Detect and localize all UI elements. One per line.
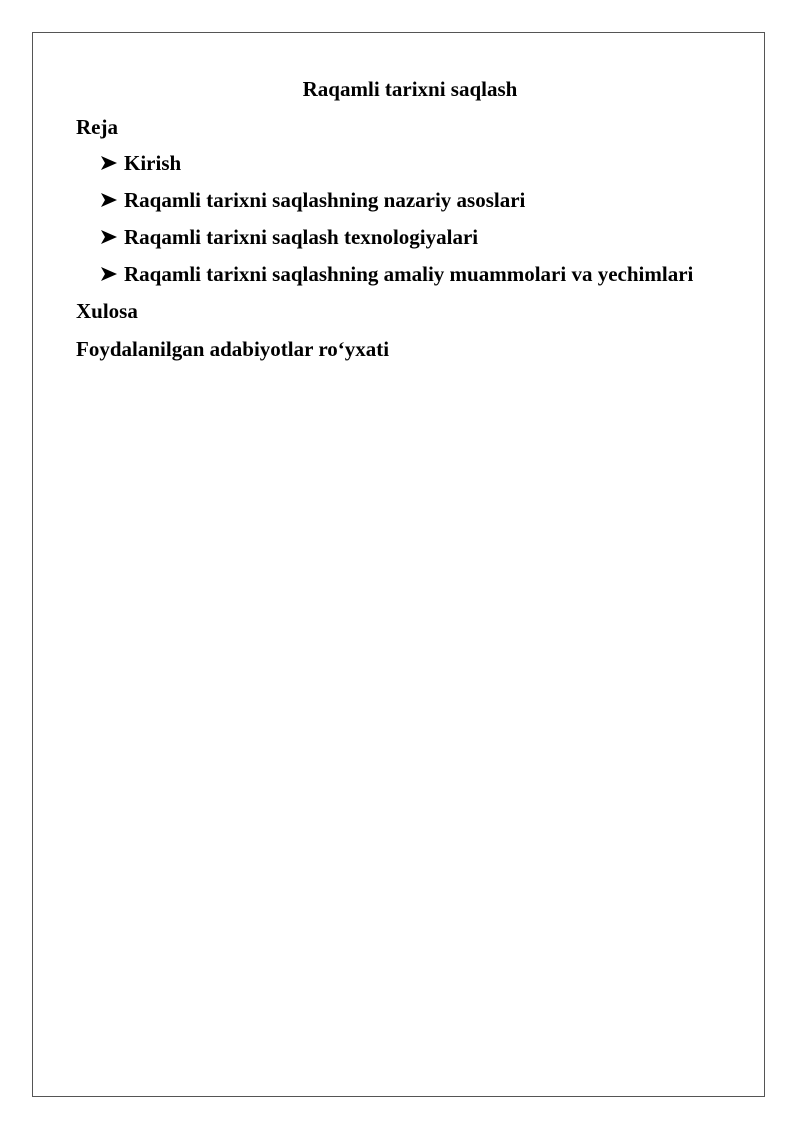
references-heading: Foydalanilgan adabiyotlar ro‘yxati [76, 337, 390, 361]
conclusion-heading: Xulosa [76, 299, 138, 323]
arrowhead-bullet-icon [100, 192, 118, 208]
plan-item [100, 186, 525, 214]
plan-heading: Reja [76, 115, 118, 139]
plan-item-label: Raqamli tarixni saqlashning amaliy muammolari va yechimlari [124, 262, 694, 286]
arrowhead-bullet-icon [100, 266, 118, 282]
arrowhead-bullet-icon [100, 229, 118, 245]
plan-item [100, 223, 478, 251]
plan-item-label: Raqamli tarixni saqlashning nazariy asoslari [124, 188, 526, 212]
plan-item-label: Raqamli tarixni saqlash texnologiyalari [124, 225, 479, 249]
arrowhead-bullet-icon [100, 155, 118, 171]
plan-item-label: Kirish [124, 151, 182, 175]
document-title: Raqamli tarixni saqlash [302, 77, 518, 101]
plan-item [100, 260, 693, 288]
plan-item [100, 149, 181, 177]
